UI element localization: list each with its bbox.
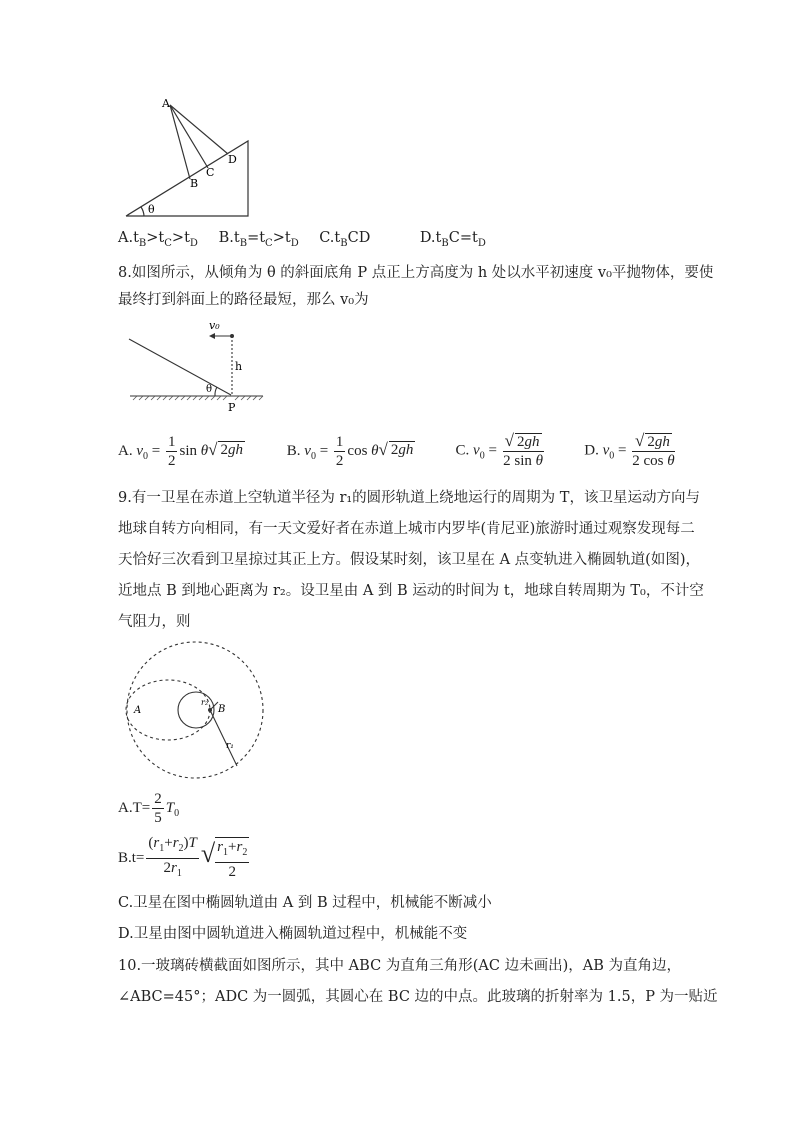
angle-arc — [215, 387, 217, 396]
q8-line-2: 最终打到斜面上的路径最短，那么 v₀为 — [118, 292, 369, 308]
label-h: h — [235, 360, 243, 373]
q8-option-d[interactable]: D. $v_0$ = $\frac{√ 2gh}{\text{2 cos θ}}$ — [584, 431, 675, 469]
start-point — [230, 334, 234, 338]
label-v0: v₀ — [209, 319, 220, 332]
q7-option-b[interactable]: $B.t_B=t_C>t_D$ — [218, 230, 299, 249]
q8-line-1: 8.如图所示，从倾角为 θ 的斜面底角 P 点正上方高度为 h 处以水平初速度 v₀平抛物体，要使 — [118, 265, 714, 281]
q9-option-d[interactable]: D.卫星由图中圆轨道进入椭圆轨道过程中，机械能不变 — [118, 926, 468, 942]
label-D: D — [228, 153, 237, 166]
label-A: A — [162, 97, 170, 110]
label-r1: r₁ — [226, 741, 234, 751]
q9-option-a[interactable]: A.T= $\frac{2}{5}$ $T_0$ — [118, 791, 180, 826]
label-C: C — [206, 166, 215, 179]
label-B: B — [190, 177, 199, 190]
incline-line — [129, 339, 231, 395]
q7-options-row — [118, 227, 516, 255]
earth-center — [208, 708, 212, 712]
q9-line-1: 9.有一卫星在赤道上空轨道半径为 r₁的圆形轨道上绕地运行的周期为 T，该卫星运动方向与 — [118, 490, 700, 506]
v0-arrow-head — [209, 333, 215, 339]
radius-r1 — [210, 710, 237, 766]
q7-option-a[interactable]: $A.t_B>t_C>t_D$ — [118, 230, 198, 249]
q8-option-b[interactable]: B. $v_0$ = $\frac{1}{2}$ cos θ√ 2gh — [286, 433, 414, 469]
line-AD — [170, 105, 228, 154]
q8-option-a[interactable]: A. $v_0$ = $\frac{1}{2}$ sin θ√ 2gh — [118, 433, 243, 469]
q9-option-c[interactable]: C.卫星在图中椭圆轨道由 A 到 B 过程中，机械能不断减小 — [118, 895, 492, 911]
q8-projectile-figure — [125, 316, 275, 416]
q8-options-row — [118, 432, 704, 470]
q7-option-d[interactable]: $D.t_BC=t_D$ — [419, 230, 486, 249]
label-A: A — [134, 705, 142, 716]
ground-hatching — [133, 396, 263, 400]
line-AB — [170, 105, 190, 179]
q9-line-5: 气阻力，则 — [118, 614, 191, 630]
q7-incline-figure — [110, 90, 270, 225]
label-theta: θ — [206, 384, 213, 395]
label-theta: θ — [148, 203, 155, 216]
q9-line-4: 近地点 B 到地心距离为 r₂。设卫星由 A 到 B 运动的时间为 t，地球自转周期为 T₀，不计空 — [118, 583, 704, 599]
label-B: B — [218, 704, 226, 715]
angle-arc — [141, 207, 144, 216]
q9-option-b[interactable]: B.t= $\frac{(r_1+r_2)T}{2r_1}$ √ $\frac{r_1+r_2}{2}$ — [118, 835, 248, 880]
circular-orbit — [127, 642, 263, 778]
label-P: P — [228, 401, 236, 414]
q9-orbit-figure — [120, 640, 270, 785]
q9-line-2: 地球自转方向相同，有一天文爱好者在赤道上城市内罗毕(肯尼亚)旅游时通过观察发现每二 — [118, 521, 695, 537]
label-r2: r₂ — [201, 698, 209, 707]
q7-option-c[interactable]: $C.t_BCD$ — [319, 230, 371, 249]
q8-option-c[interactable]: C. $v_0$ = $\frac{√ 2gh}{\text{2 sin θ}}$ — [455, 431, 544, 469]
q9-line-3: 天恰好三次看到卫星掠过其正上方。假设某时刻，该卫星在 A 点变轨进入椭圆轨道(如图)， — [118, 552, 701, 568]
q10-line-1: 10.一玻璃砖横截面如图所示，其中 ABC 为直角三角形(AC 边未画出)，AB 为直角边， — [118, 958, 681, 974]
q10-line-2: ∠ABC=45°；ADC 为一圆弧，其圆心在 BC 边的中点。此玻璃的折射率为 1.5，P 为一贴近 — [118, 989, 718, 1005]
line-AC — [170, 105, 208, 168]
